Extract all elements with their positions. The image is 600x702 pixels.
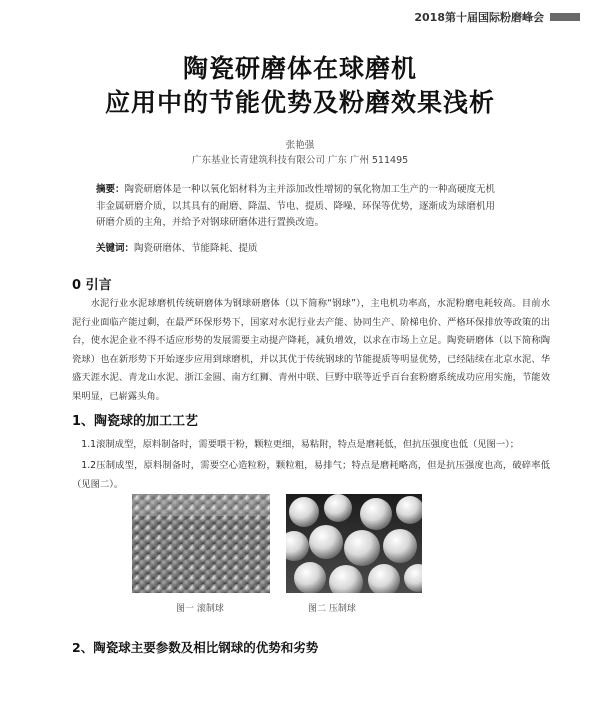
title-line-1: 陶瓷研磨体在球磨机 <box>182 54 417 83</box>
article-title <box>0 52 600 120</box>
author-affiliation: 广东基业长青建筑科技有限公司 广东 广州 511495 <box>191 155 409 166</box>
process-item-2: 1.2压制成型，原料制备时，需要空心造粒粉，颗粒粗，易排气；特点是磨耗略高，但是抗压强度也高，破碎率低（见图二）。 <box>72 460 550 490</box>
abstract <box>96 182 504 232</box>
keywords-label: 关键词： <box>96 243 135 254</box>
header-marker <box>550 13 580 21</box>
figure-1-caption: 图一 滚制球 <box>176 604 224 614</box>
figure-2-caption: 图二 压制球 <box>308 604 356 614</box>
keywords-text: 陶瓷研磨体、节能降耗、提质 <box>134 243 258 254</box>
section-0-title: 0 引言 <box>72 278 112 293</box>
title-line-2: 应用中的节能优势及粉磨效果浅析 <box>104 88 495 117</box>
section-1-title: 1、陶瓷球的加工工艺 <box>72 414 199 429</box>
figure-2-pressed-balls-photo <box>286 494 422 593</box>
figure-1-rolled-balls-photo <box>132 494 270 593</box>
journal-name: 2018第十届国际粉磨峰会 <box>414 11 544 24</box>
journal-header <box>414 9 580 25</box>
pressed-balls-image <box>286 494 422 593</box>
author-name: 张艳强 <box>285 140 315 151</box>
abstract-label: 摘要： <box>96 184 125 195</box>
process-item-1: 1.1滚制成型，原料制备时，需要喂干粉，颗粒更细，易粘附，特点是磨耗低，但抗压强度也低（见图一）； <box>81 439 520 450</box>
intro-paragraph: 水泥行业水泥球磨机传统研磨体为钢球研磨体（以下简称“钢球”），主电机功率高，水泥粉磨电耗较高。目前水泥行业面临产能过剩，在最严环保形势下，国家对水泥行业去产能、协同生产、阶梯电价、严格环保排放等政策的出台，使水泥企业不得不适应形势的发展需要主动提产降耗，减负增效，以求在市场上立足。陶瓷研磨体（以下简称陶瓷球）也在新形势下开始逐步应用到球磨机，并以其优于传统钢球的节能提质等明显优势，已经陆续在北京水泥、华盛天涯水泥、青龙山水泥、浙江金圆、南方红狮、青州中联、巨野中联等近乎百台套粉磨系统成功应用实施，节能效果明显，已崭露头角。 <box>72 298 550 402</box>
abstract-text: 陶瓷研磨体是一种以氧化铝材料为主并添加改性增韧的氧化物加工生产的一种高硬度无机非金属研磨介质，以其具有的耐磨、降温、节电、提质、降噪、环保等优势，逐渐成为球磨机用研磨介质的主角，并给予对钢球研磨体进行置换改造。 <box>96 184 496 228</box>
section-2-title: 2、陶瓷球主要参数及相比钢球的优势和劣势 <box>72 640 319 655</box>
rolled-balls-image <box>132 494 270 593</box>
keywords <box>96 240 504 254</box>
